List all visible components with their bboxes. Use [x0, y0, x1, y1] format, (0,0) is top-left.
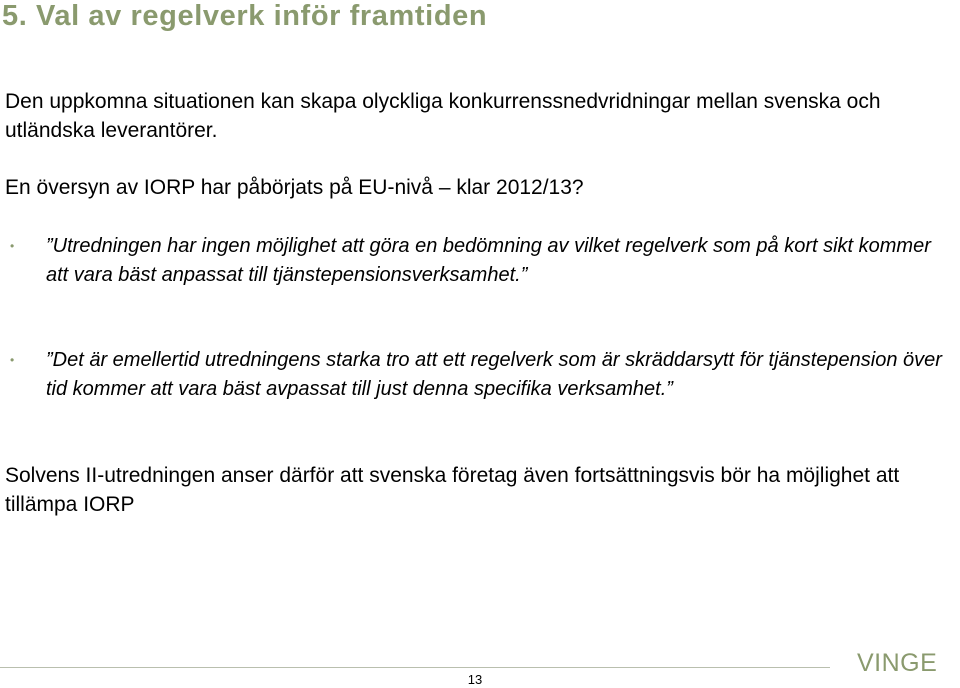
- brand-logo: VINGE: [857, 649, 938, 677]
- paragraph-iorp-review: En översyn av IORP har påbörjats på EU-nivå – klar 2012/13?: [5, 176, 584, 199]
- slide-title: 5. Val av regelverk inför framtiden: [2, 0, 488, 32]
- paragraph-conclusion: Solvens II-utredningen anser därför att svenska företag även fortsättningsvis bör ha möjlighet att tillämpa IORP: [5, 464, 900, 516]
- quote-item: ”Utredningen har ingen möjlighet att göra en bedömning av vilket regelverk som på kort sikt kommer att vara bäst anpassat till tjänstepensionsverksamhet.”: [46, 235, 931, 286]
- footer-divider: [0, 667, 830, 668]
- quote-item: ”Det är emellertid utredningens starka tro att ett regelverk som är skräddarsytt för tjänstepension över tid kommer att vara bäst avpassat till just denna specifika verksamhet.”: [46, 349, 942, 400]
- bullet-icon: •: [10, 239, 15, 253]
- page-number: 13: [467, 672, 483, 687]
- bullet-icon: •: [10, 353, 15, 367]
- paragraph-competition: Den uppkomna situationen kan skapa olyckliga konkurrenssnedvridningar mellan svenska och utländska leverantörer.: [5, 90, 881, 142]
